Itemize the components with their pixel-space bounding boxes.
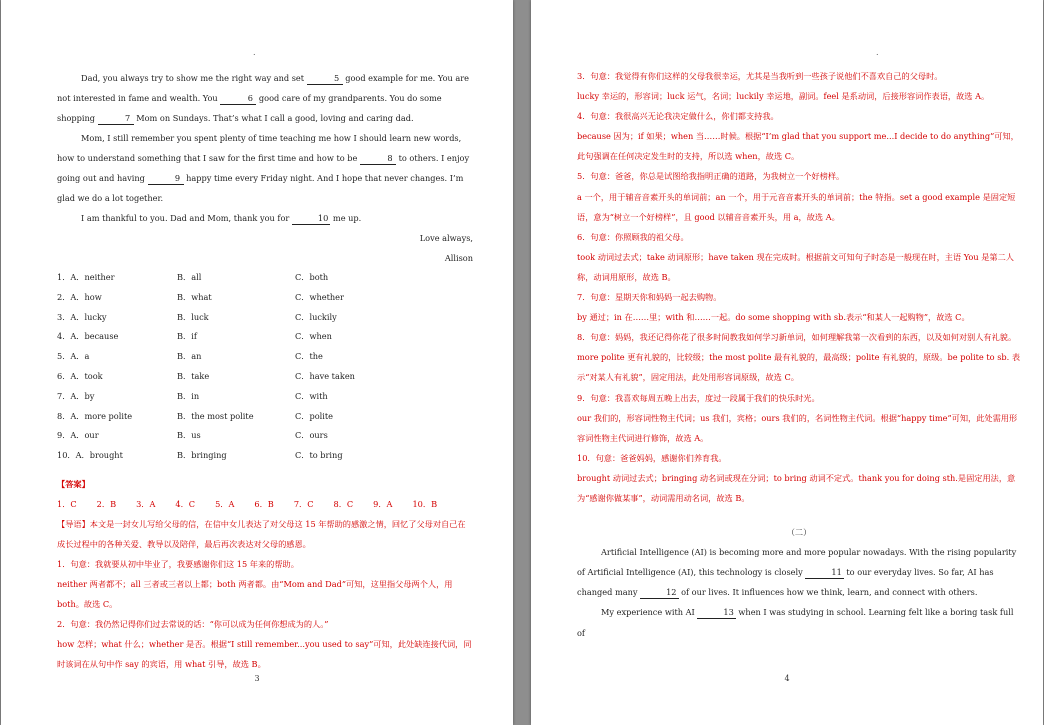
letter-signature: Allison [444,253,473,263]
explanation-head: 10．句意：爸爸妈妈，感谢你们养育我。 [577,452,727,463]
explanation-body: neither 两者都不；all 三者或三者以上都；both 两者都。由“Mom and Dad”可知，这里指父母两个人，用 both。故选 C。 [57,578,453,609]
blank-12: 12 [640,587,678,599]
explanation-body: more polite 更有礼貌的，比较级；the most polite 最有礼貌的，最高级；polite 有礼貌的，原级。be polite to sb. 表示“对某人有礼貌”，固定用法，此处用形容词原级，故选 C。 [577,352,1021,383]
option-row: 9．A．our B．us C．ours [57,430,328,441]
document-page-3 [1,0,513,725]
blank-11: 11 [805,567,843,579]
answer-key: 1．C 2．B 3．A 4．C 5．A 6．B 7．C 8．C 9．A 10．B [57,498,438,509]
passage-paragraph: Artificial Intelligence (AI) is becoming more and more popular nowadays. With the rising popularity of Artificial Intelligence (AI), this technology is closely 11 to our everyday lives. So far, AI has changed many 12 of our lives. It influences how we think, learn, and connect with others. [577,547,1017,598]
explanation-head: 9．句意：我喜欢每周五晚上出去，度过一段属于我们的快乐时光。 [577,392,820,403]
explanation-head: 5．句意：爸爸，你总是试图给我指明正确的道路，为我树立一个好榜样。 [577,171,845,182]
explanation-head: 2．句意：我仍然记得你们过去常说的话：“你可以成为任何你想成为的人。” [57,618,329,629]
option-row: 6．A．took B．take C．have taken [57,370,355,381]
option-row: 2．A．how B．what C．whether [57,291,344,302]
explanation-body: brought 动词过去式；bringing 动名词或现在分词；to bring 动词不定式。thank you for doing sth.是固定用法，意为“感谢你做某事”，动词需用动名词，故选 B。 [577,472,1016,503]
blank-6: 6 [220,93,256,105]
answer-header: 【答案】 [57,478,90,489]
passage-paragraph: My experience with AI 13 when I was studying in school. Learning felt like a boring task full of [577,607,1014,638]
section-title: （二） [786,527,812,538]
page-3-content [57,68,473,674]
page-top-dot: . [253,48,256,57]
page-number: 3 [254,674,260,683]
letter-closing: Love always, [419,233,473,243]
explanation-body: because 因为；if 如果；when 当……时候。根据“I’m glad that you support me...I decide to do anything”可知，此句强调在任何决定发生时的支持，所以选 when，故选 C。 [577,131,1019,162]
option-row: 7．A．by B．in C．with [57,390,328,401]
page-4-content [577,66,1021,643]
blank-9: 9 [148,173,184,185]
passage-paragraph: I am thankful to you. Dad and Mom, thank you for 10 me up. [81,213,362,223]
explanation-body: lucky 幸运的，形容词；luck 运气，名词；luckily 幸运地，副词。feel 是系动词，后接形容词作表语，故选 A。 [577,91,990,102]
options-list [57,268,473,466]
guide-text: 【导语】本文是一封女儿写给父母的信，在信中女儿表达了对父母这 15 年帮助的感激之情，回忆了父母对自己在成长过程中的各种关爱、教导以及陪伴，最后再次表达对父母的感恩。 [57,518,466,549]
blank-10: 10 [292,213,330,225]
blank-13: 13 [697,607,735,619]
explanation-body: how 怎样；what 什么；whether 是否。根据“I still remember...you used to say”可知，此处缺连接代词，同时该词在从句中作 say 的宾语，用 what 引导，故选 B。 [57,638,472,669]
explanation-head: 8．句意：妈妈，我还记得你花了很多时间教我如何学习新单词，如何理解我第一次看到的东西，以及如何对别人有礼貌。 [577,332,1017,343]
explanation-head: 3．句意：我觉得有你们这样的父母我很幸运，尤其是当我听到一些孩子说他们不喜欢自己的父母时。 [577,71,943,81]
explanation-head: 7．句意：星期天你和妈妈一起去购物。 [577,292,722,303]
option-row: 8．A．more polite B．the most polite C．polite [57,410,333,421]
explanation-body: took 动词过去式；take 动词原形；have taken 现在完成时。根据前文可知句子时态是一般现在时，主语 You 是第二人称，动词用原形，故选 B。 [577,251,1014,282]
passage-paragraph: Mom, I still remember you spent plenty of time teaching me how I should learn new words, how to understand something that I saw for the first time and how to be 8 to others. I enjoy going out and having 9 happy time every Friday night. And I hope that never changes. I’m glad we do a lot together. [57,133,470,203]
explanation-head: 1．句意：我就要从初中毕业了，我要感谢你们这 15 年来的帮助。 [57,558,299,569]
blank-8: 8 [360,153,396,165]
page-top-dot: . [876,48,879,57]
option-row: 5．A．a B．an C．the [57,351,323,362]
explanation-head: 4．句意：我很高兴无论我决定做什么，你们都支持我。 [577,111,779,122]
option-row: 4．A．because B．if C．when [57,331,332,342]
explanation-body: by 通过；in 在……里；with 和……一起。do some shopping with sb.表示“和某人一起购物”，故选 C。 [577,312,970,323]
explanation-head: 6．句意：你照顾我的祖父母。 [577,231,689,242]
explanation-body: our 我们的，形容词性物主代词；us 我们，宾格；ours 我们的，名词性物主代词。根据“happy time”可知，此处需用形容词性物主代词进行修饰，故选 A。 [577,412,1018,443]
page-number: 4 [784,674,790,683]
blank-5: 5 [307,73,343,85]
passage-paragraph: Dad, you always try to show me the right way and set 5 good example for me. You are not interested in fame and wealth. You 6 good care of my grandparents. You do some shopping 7 Mom on Sundays. That’s what I call a good, loving and caring dad. [57,73,470,123]
blank-7: 7 [98,113,134,125]
option-row: 1．A．neither B．all C．both [57,272,329,282]
explanation-body: a 一个，用于辅音音素开头的单词前；an 一个，用于元音音素开头的单词前；the 特指。set a good example 是固定短语，意为“树立一个好榜样”，且 good 以辅音音素开头，用 a，故选 A。 [577,191,1016,222]
document-page-4 [531,0,1043,725]
option-row: 3．A．lucky B．luck C．luckily [57,311,337,322]
option-row: 10．A．brought B．bringing C．to bring [57,450,343,461]
